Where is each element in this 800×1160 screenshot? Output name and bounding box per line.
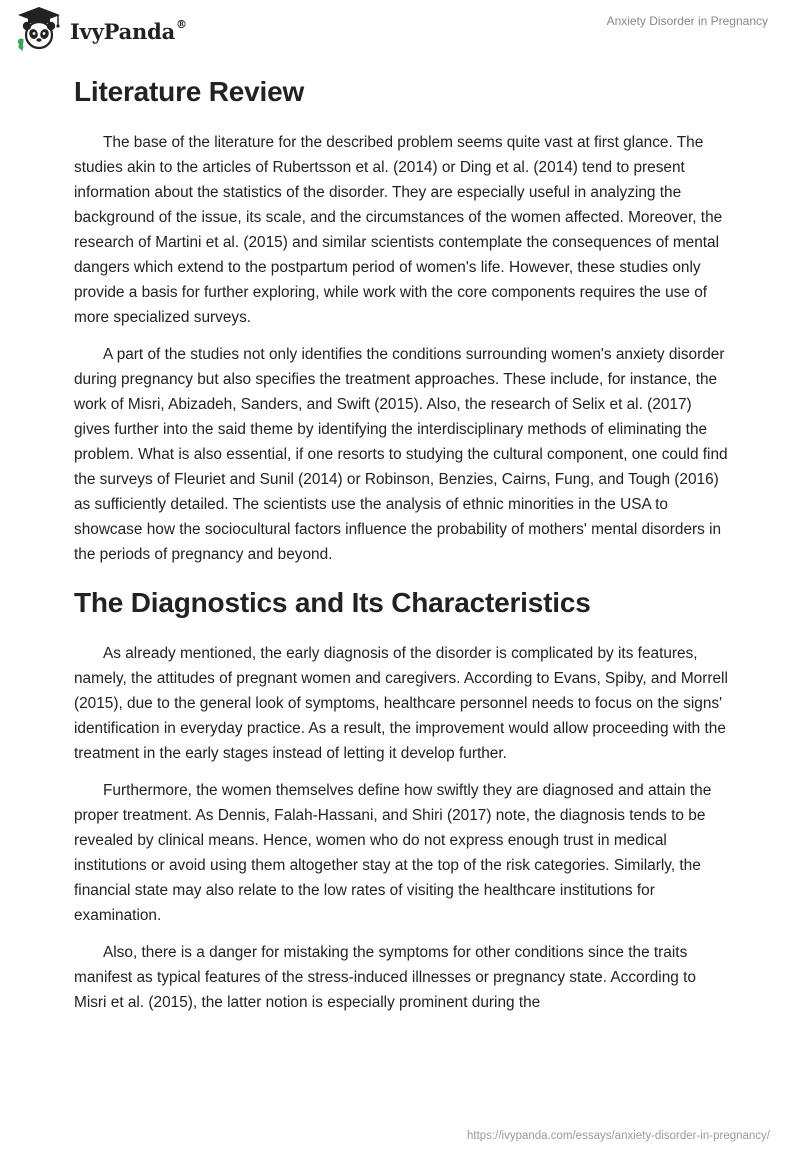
panda-graduate-icon [14,6,64,52]
paragraph: Furthermore, the women themselves define how swiftly they are diagnosed and attain the proper treatment. As Dennis, Falah-Hassani, and Shiri (2017) note, the diagnosis tends to be revealed by clinical means. Hence, women who do not express enough trust in medical institutions or avoid using them altogether stay at the top of the risk categories. Similarly, the financial state may also relate to the low rates of visiting the healthcare institutions for examination. [74,782,712,924]
brand-name: IvyPanda® [70,17,187,44]
section-heading-diagnostics: The Diagnostics and Its Characteristics [74,587,591,618]
ivypanda-logo[interactable] [14,6,187,52]
source-url-link[interactable]: https://ivypanda.com/essays/anxiety-disorder-in-pregnancy/ [467,1130,770,1142]
document-title: Anxiety Disorder in Pregnancy [606,14,768,28]
paragraph: As already mentioned, the early diagnosis of the disorder is complicated by its features, namely, the attitudes of pregnant women and caregivers. According to Evans, Spiby, and Morrell (2015), due to the general look of symptoms, healthcare personnel needs to focus on the signs' identification in everyday practice. As a result, the improvement would allow proceeding with the treatment in the early stages instead of letting it develop further. [74,645,728,762]
paragraph: Also, there is a danger for mistaking the symptoms for other conditions since the traits manifest as typical features of the stress-induced illnesses or pregnancy state. According to Misri et al. (2015), the latter notion is especially prominent during the [74,944,696,1011]
article-body [74,70,729,1027]
paragraph: A part of the studies not only identifies the conditions surrounding women's anxiety disorder during pregnancy but also specifies the treatment approaches. These include, for instance, the work of Misri, Abizadeh, Sanders, and Swift (2015). Also, the research of Selix et al. (2017) gives further into the said theme by identifying the interdisciplinary methods of eliminating the problem. What is also essential, if one resorts to studying the cultural component, one could find the surveys of Fleuriet and Sunil (2014) or Robinson, Benzies, Cairns, Fung, and Tough (2016) as sufficiently detailed. The scientists use the analysis of ethnic minorities in the USA to showcase how the sociocultural factors influence the probability of mothers' mental disorders in the periods of pregnancy and beyond. [74,346,728,563]
section-heading-literature-review: Literature Review [74,76,305,107]
page-header [0,0,800,64]
registered-mark: ® [176,17,187,31]
paragraph: The base of the literature for the described problem seems quite vast at first glance. The studies akin to the articles of Rubertsson et al. (2014) or Ding et al. (2014) tend to present information about the statistics of the disorder. They are especially useful in analyzing the background of the issue, its scale, and the circumstances of the women affected. Moreover, the research of Martini et al. (2015) and similar scientists contemplate the consequences of mental dangers which extend to the postpartum period of women's life. However, these studies only provide a basis for further exploring, while work with the core components requires the use of more specialized surveys. [74,134,723,326]
